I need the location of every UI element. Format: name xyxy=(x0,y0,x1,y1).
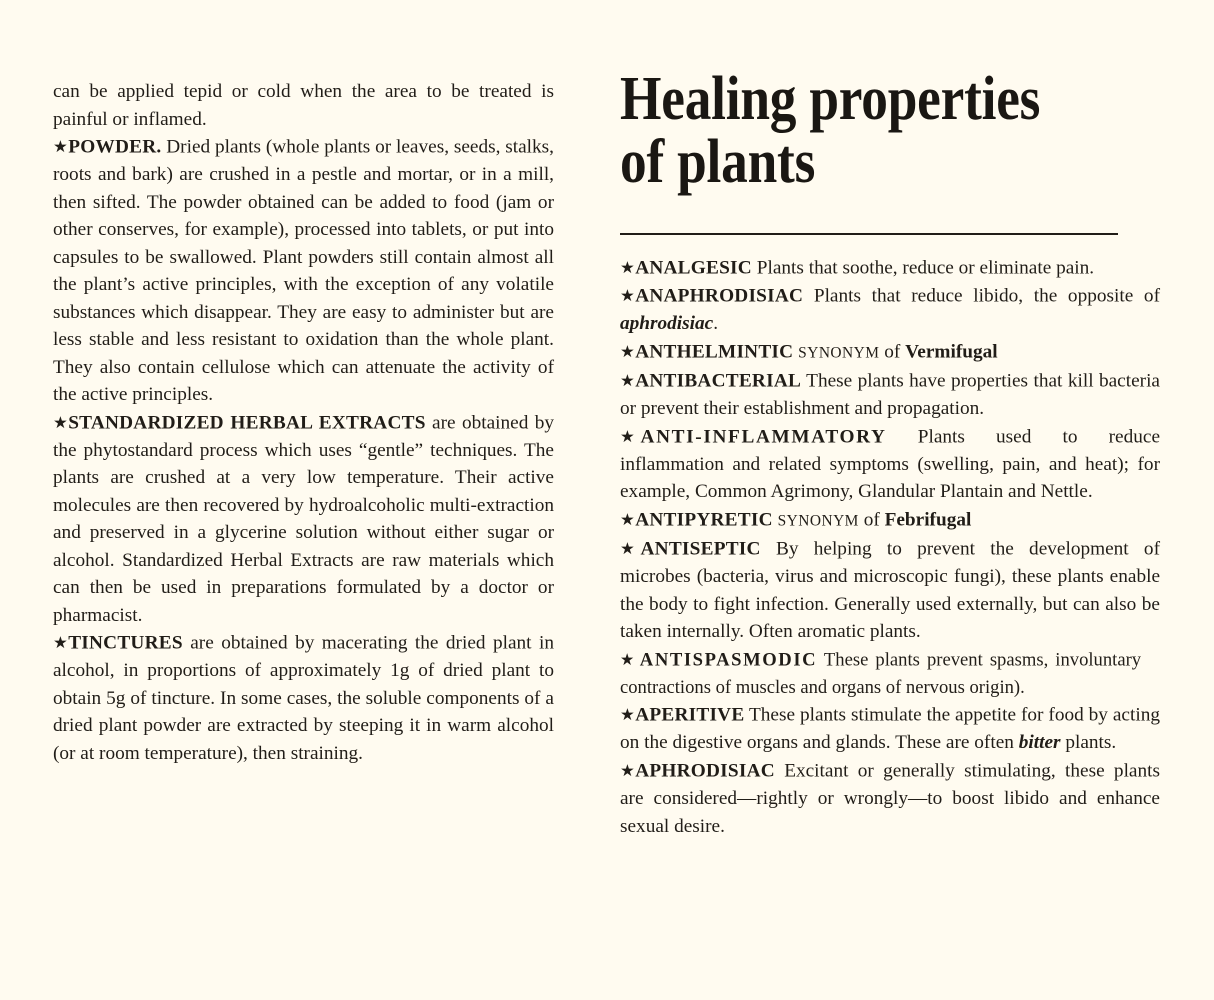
page-title-line-2: of plants xyxy=(620,128,816,196)
page-title-line-1: Healing properties xyxy=(620,65,1041,133)
star-bullet-icon: ★ xyxy=(620,649,640,669)
entry-powder xyxy=(53,133,554,409)
glossary-synonym-label-antipyretic: SYNONYM xyxy=(777,512,859,530)
glossary-term-antiseptic: ANTISEPTIC xyxy=(640,538,761,560)
glossary-term-analgesic: ANALGESIC xyxy=(635,257,752,279)
star-bullet-icon: ★ xyxy=(620,538,641,558)
glossary-entry-anti-inflammatory xyxy=(620,423,1160,506)
continuation-text: can be applied tepid or cold when the area to be treated is painful or inflamed. xyxy=(53,81,554,130)
glossary-body-antispasmodic: These plants prevent spasms, involuntary contractions of muscles and organs of nervous origin). xyxy=(620,649,1142,698)
star-bullet-icon: ★ xyxy=(620,341,636,361)
glossary-term-aperitive: APERITIVE xyxy=(635,704,745,726)
entry-tinctures xyxy=(53,629,554,767)
star-bullet-icon: ★ xyxy=(620,760,636,780)
entry-term-standardized-herbal-extracts: STANDARDIZED HERBAL EXTRACTS xyxy=(68,412,426,434)
glossary-term-anaphrodisiac: ANAPHRODISIAC xyxy=(635,285,804,307)
glossary-body-antibacterial: These plants have properties that kill bacteria or prevent their establishment and propagation. xyxy=(620,370,1160,420)
glossary-term-aphrodisiac: APHRODISIAC xyxy=(635,760,775,782)
glossary-emphasis-bitter: bitter xyxy=(1018,732,1061,754)
entry-body-standardized-herbal-extracts: are obtained by the phytostandard process which uses “gentle” techniques. The plants are crushed at a very low temperature. Their active molecules are then recovered by hydroalcoholic multi-extraction and preserved in a glycerine solution without either sugar or alcohol. Standardized Herbal Extracts are raw materials which can then be used in preparations formulated by a doctor or pharmacist. xyxy=(53,412,554,626)
star-bullet-icon: ★ xyxy=(620,426,641,446)
glossary-entry-antibacterial xyxy=(620,367,1160,423)
glossary-term-antibacterial: ANTIBACTERIAL xyxy=(635,370,802,392)
glossary-term-anthelmintic: ANTHELMINTIC xyxy=(635,341,794,363)
glossary-cross-reference-febrifugal: Febrifugal xyxy=(884,509,972,531)
glossary-emphasis-aphrodisiac: aphrodisiac xyxy=(620,313,714,335)
glossary-connector-antipyretic: of xyxy=(858,509,885,531)
glossary-body-antiseptic: By helping to prevent the development of microbes (bacteria, virus and microscopic fungi), these plants enable the body to fight infection. Generally used externally, but can also be taken internally. Often aromatic plants. xyxy=(620,538,1160,643)
star-bullet-icon: ★ xyxy=(53,412,69,432)
glossary-entry-antipyretic xyxy=(620,506,1160,535)
glossary-term-antispasmodic: ANTISPASMODIC xyxy=(639,649,818,671)
glossary-cross-reference-vermifugal: Vermifugal xyxy=(905,341,998,363)
glossary-synonym-label-anthelmintic: SYNONYM xyxy=(798,344,880,362)
star-bullet-icon: ★ xyxy=(620,705,636,725)
entry-standardized-herbal-extracts xyxy=(53,409,554,630)
glossary-entry-analgesic xyxy=(620,254,1160,282)
title-divider xyxy=(620,233,1118,235)
glossary-body-aperitive-before: These plants stimulate the appetite for food by acting on the digestive organs and glands. These are often xyxy=(620,704,1160,754)
star-bullet-icon: ★ xyxy=(620,286,636,306)
glossary-entry-aphrodisiac xyxy=(620,757,1160,840)
glossary-body-anti-inflammatory: Plants used to reduce inflammation and related symptoms (swelling, pain, and heat); for example, Common Agrimony, Glandular Plantain and Nettle. xyxy=(620,426,1160,503)
star-bullet-icon: ★ xyxy=(620,370,636,390)
entry-term-powder: POWDER. xyxy=(68,136,162,158)
left-page-body xyxy=(53,78,554,767)
glossary-connector-anthelmintic: of xyxy=(879,341,906,363)
glossary-term-anti-inflammatory: ANTI-INFLAMMATORY xyxy=(640,426,887,448)
glossary-body-analgesic: Plants that soothe, reduce or eliminate pain. xyxy=(751,257,1095,279)
star-bullet-icon: ★ xyxy=(53,137,69,156)
continuation-paragraph xyxy=(53,78,554,133)
star-bullet-icon: ★ xyxy=(53,633,69,653)
entry-body-powder: Dried plants (whole plants or leaves, seeds, stalks, roots and bark) are crushed in a pestle and mortar, or in a mill, then sifted. The powder obtained can be added to food (jam or other conserves, for example), processed into tablets, or put into capsules to be swallowed. Plant powders still contain almost all the plant’s active principles, with the exception of any volatile substances which disappear. They are easy to administer but are less stable and less resistant to oxidation than the whole plant. They also contain cellulose which can attenuate the activity of the active principles. xyxy=(53,136,554,406)
glossary-term-antipyretic: ANTIPYRETIC xyxy=(635,509,773,531)
star-bullet-icon: ★ xyxy=(620,509,636,529)
glossary-entry-antiseptic xyxy=(620,535,1160,646)
glossary-body-aperitive-after: plants. xyxy=(1060,732,1117,754)
entry-term-tinctures: TINCTURES xyxy=(68,632,183,654)
glossary-entry-aperitive xyxy=(620,701,1160,757)
glossary-body-anaphrodisiac-after: . xyxy=(713,313,719,335)
glossary-entry-anaphrodisiac xyxy=(620,282,1160,338)
glossary-list xyxy=(620,254,1160,840)
entry-body-tinctures: are obtained by macerating the dried plant in alcohol, in proportions of approximately 1g of dried plant to obtain 5g of tincture. In some cases, the soluble components of a dried plant powder are extracted by steeping it in warm alcohol (or at room temperature), then straining. xyxy=(53,632,554,764)
glossary-body-aphrodisiac: Excitant or generally stimulating, these plants are considered—rightly or wrongly—to boost libido and enhance sexual desire. xyxy=(620,760,1160,837)
star-bullet-icon: ★ xyxy=(620,258,636,277)
right-page xyxy=(610,0,1214,1000)
page-title xyxy=(620,65,1159,196)
glossary-entry-anthelmintic xyxy=(620,338,1160,367)
glossary-body-anaphrodisiac-before: Plants that reduce libido, the opposite of xyxy=(803,285,1160,307)
glossary-entry-antispasmodic xyxy=(620,646,1141,702)
